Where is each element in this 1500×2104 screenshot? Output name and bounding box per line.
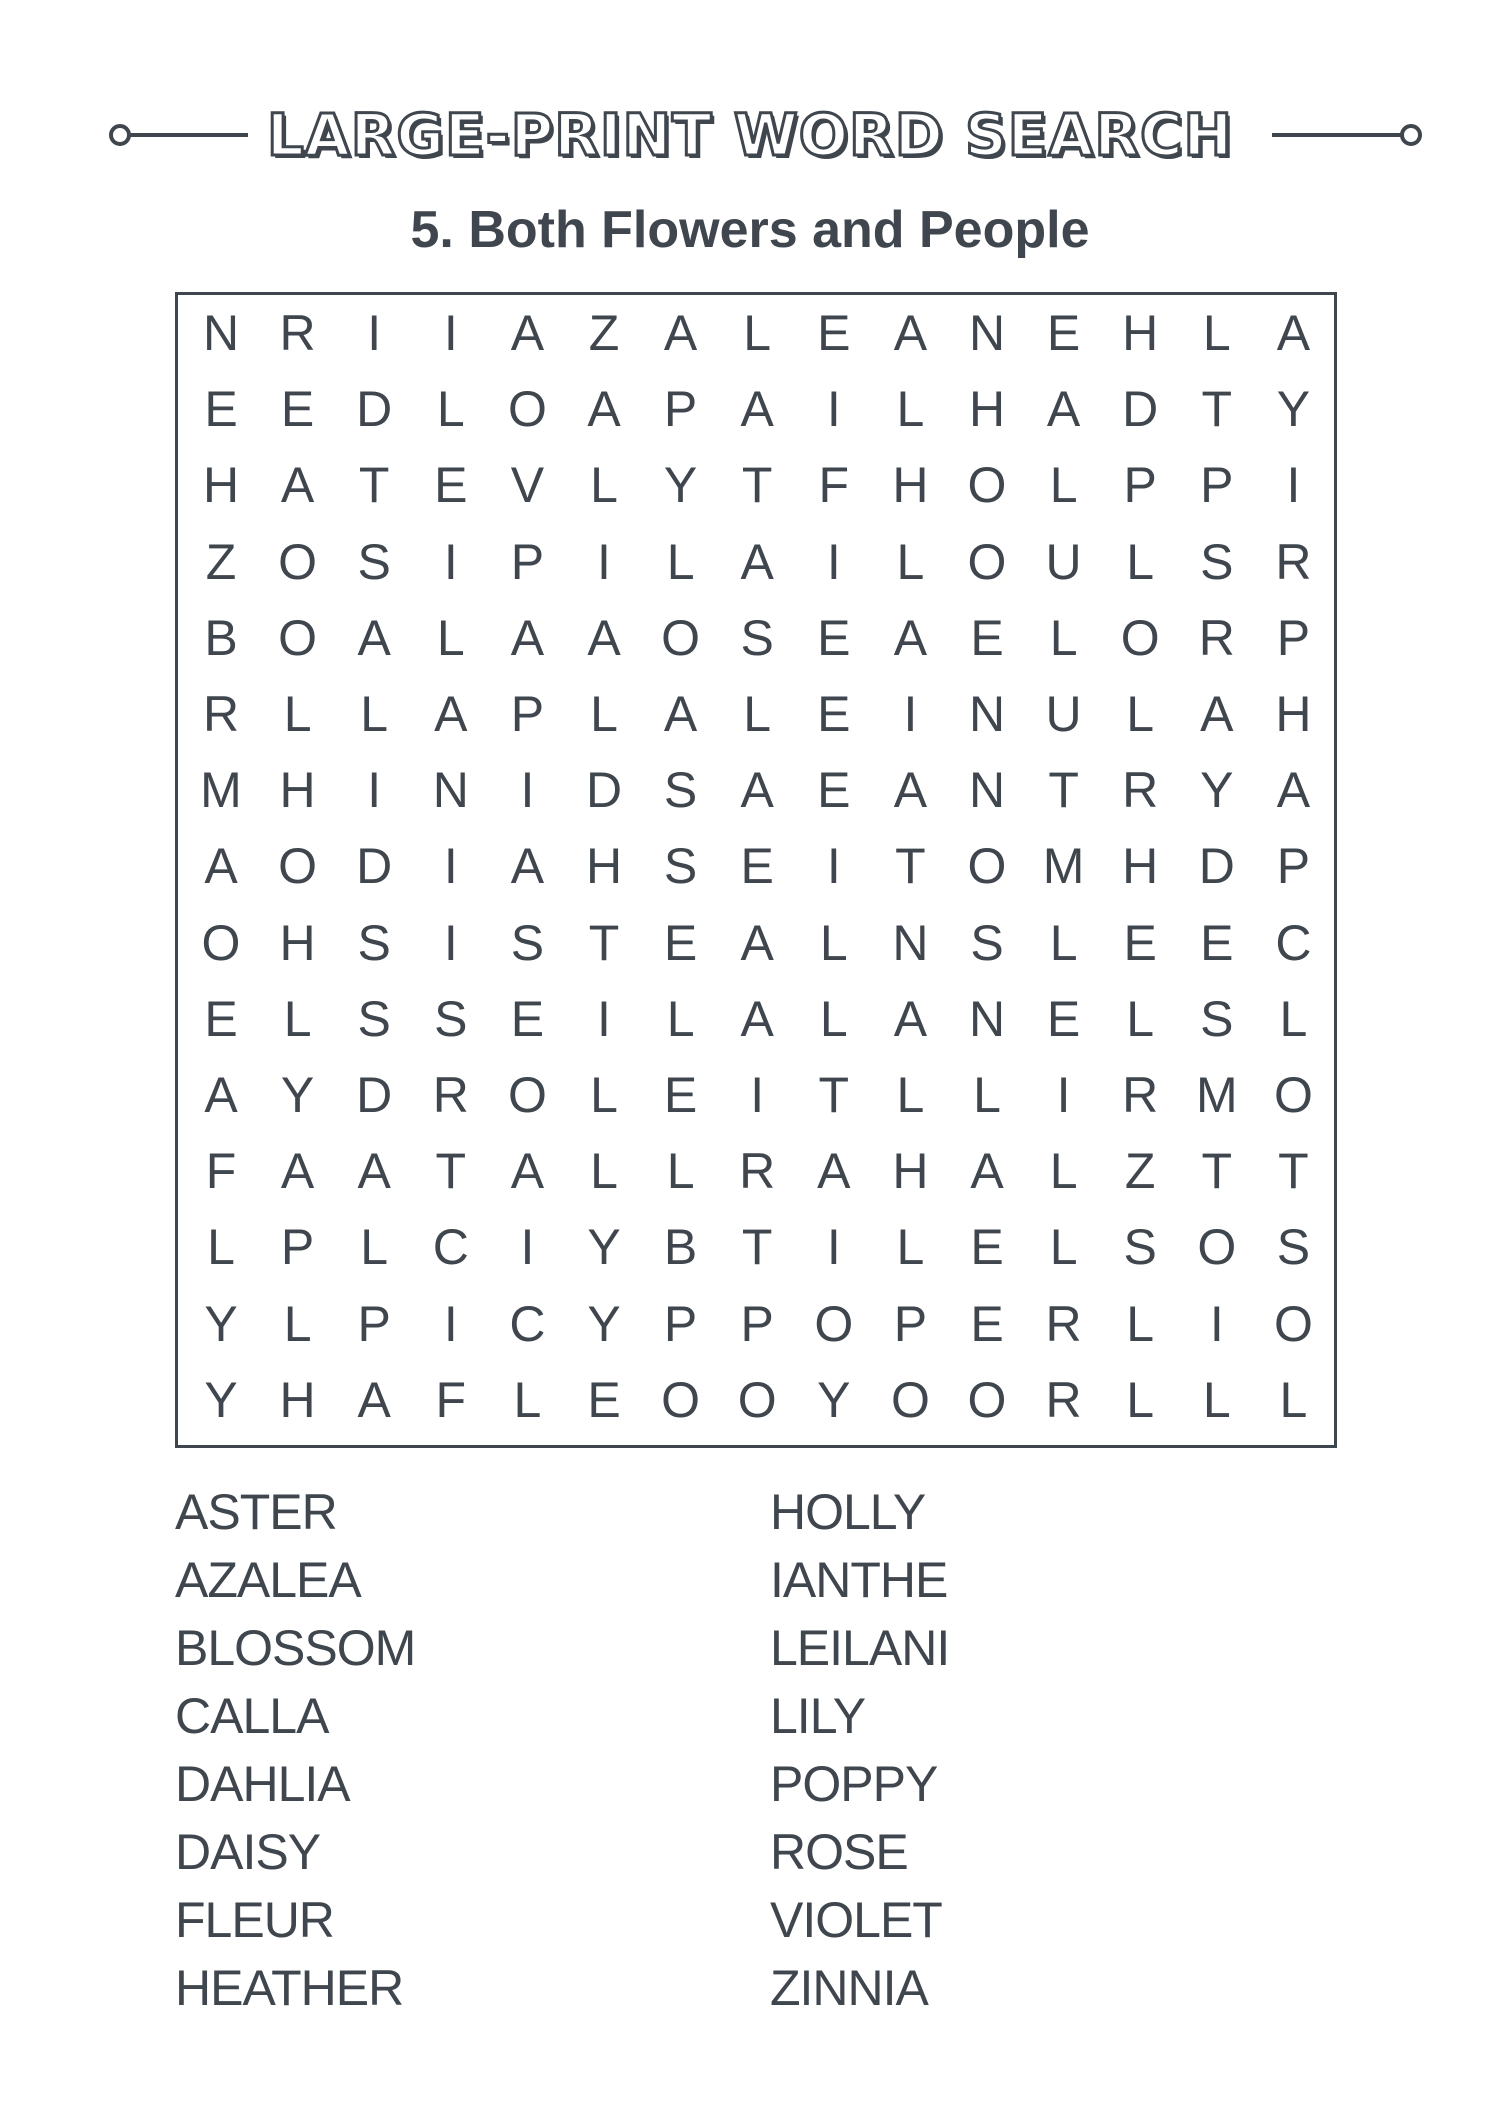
grid-letter: E	[434, 457, 468, 514]
grid-letter: M	[1195, 1067, 1238, 1123]
grid-letter: S	[357, 533, 391, 590]
grid-letter: A	[893, 609, 928, 666]
grid-letter: R	[1122, 1067, 1159, 1123]
word-list-item: DAHLIA	[175, 1756, 350, 1812]
grid-letter: T	[741, 457, 773, 514]
grid-row	[178, 828, 1334, 904]
grid-letter: E	[1123, 914, 1157, 971]
grid-letter: T	[818, 1067, 850, 1123]
grid-letter: L	[283, 990, 312, 1047]
grid-letter: D	[1122, 381, 1159, 438]
grid-letter: A	[740, 381, 774, 438]
grid-letter: T	[435, 1143, 467, 1200]
grid-letter: T	[588, 914, 620, 971]
grid-letter: I	[520, 1219, 535, 1276]
grid-letter: D	[585, 762, 623, 819]
grid-row	[178, 1057, 1334, 1133]
grid-letter: Y	[1200, 762, 1234, 819]
grid-letter: L	[283, 686, 312, 742]
grid-letter: P	[510, 686, 545, 742]
grid-letter: E	[663, 1067, 698, 1123]
grid-letter: O	[507, 1067, 547, 1123]
word-list-item: VIOLET	[770, 1892, 942, 1948]
grid-letter: L	[1049, 1143, 1078, 1200]
grid-letter: E	[280, 381, 315, 438]
grid-letter: P	[663, 1295, 698, 1352]
grid-letter: L	[743, 305, 772, 361]
grid-letter: I	[826, 533, 841, 590]
grid-letter: L	[1049, 914, 1078, 971]
grid-letter: F	[435, 1371, 467, 1428]
grid-letter: E	[663, 914, 698, 971]
word-list-item: POPPY	[770, 1756, 938, 1812]
word-list-item: FLEUR	[175, 1892, 334, 1948]
word-list-item: IANTHE	[770, 1552, 948, 1608]
grid-letter: L	[590, 457, 618, 514]
grid-letter: I	[750, 1067, 765, 1123]
grid-letter: O	[1273, 1295, 1313, 1352]
grid-letter: Z	[205, 533, 237, 590]
grid-letter: A	[357, 1143, 391, 1200]
grid-letter: H	[892, 457, 929, 514]
grid-letter: T	[741, 1219, 773, 1276]
grid-letter: O	[278, 609, 318, 666]
grid-letter: A	[204, 1067, 238, 1123]
grid-letter: Y	[204, 1295, 238, 1352]
word-list-item: CALLA	[175, 1688, 329, 1744]
word-list-item: ROSE	[770, 1824, 908, 1880]
grid-letter: P	[1276, 609, 1311, 666]
grid-letter: O	[967, 533, 1007, 590]
grid-letter: F	[818, 457, 850, 514]
grid-letter: I	[443, 838, 458, 895]
grid-letter: C	[432, 1219, 469, 1276]
grid-letter: L	[1279, 1371, 1308, 1428]
grid-letter: L	[360, 686, 389, 742]
grid-letter: A	[510, 1143, 545, 1200]
grid-letter: L	[1126, 686, 1155, 742]
grid-letter: Y	[280, 1067, 315, 1123]
grid-letter: A	[1276, 305, 1311, 361]
grid-letter: R	[739, 1143, 776, 1200]
puzzle-title: 5. Both Flowers and People	[410, 201, 1090, 259]
word-list-item: HEATHER	[175, 1960, 404, 2016]
grid-letter: N	[432, 762, 469, 819]
grid-letter: A	[663, 686, 698, 742]
grid-letter: O	[814, 1295, 854, 1352]
grid-letter: V	[510, 457, 545, 514]
grid-letter: E	[970, 609, 1004, 666]
grid-letter: P	[893, 1295, 928, 1352]
grid-letter: T	[358, 457, 390, 514]
grid-letter: S	[1123, 1219, 1157, 1276]
grid-letter: L	[819, 914, 848, 971]
grid-letter: A	[663, 305, 698, 361]
grid-letter: I	[826, 1219, 841, 1276]
word-list-column-1	[175, 1478, 415, 2022]
grid-letter: N	[968, 762, 1006, 819]
grid-letter: A	[740, 533, 774, 590]
page-banner-title: LARGE-PRINT WORD SEARCH	[266, 101, 1234, 169]
word-list-item: DAISY	[175, 1824, 321, 1880]
grid-letter: A	[740, 914, 774, 971]
grid-letter: A	[434, 686, 468, 742]
grid-letter: N	[202, 305, 240, 361]
grid-letter: S	[663, 762, 698, 819]
grid-letter: L	[1049, 457, 1078, 514]
grid-letter: R	[1275, 533, 1312, 590]
grid-letter: R	[432, 1067, 469, 1123]
grid-letter: I	[367, 305, 382, 361]
grid-row	[178, 752, 1334, 828]
grid-letter: A	[893, 990, 928, 1047]
grid-letter: C	[1275, 914, 1312, 971]
grid-row	[178, 447, 1334, 523]
grid-letter: E	[587, 1371, 621, 1428]
grid-letter: A	[357, 609, 391, 666]
grid-letter: L	[666, 1143, 695, 1200]
grid-letter: S	[663, 838, 698, 895]
grid-letter: O	[201, 914, 241, 971]
grid-letter: P	[663, 381, 698, 438]
grid-letter: A	[510, 305, 545, 361]
grid-letter: R	[1045, 1295, 1082, 1352]
grid-letter: A	[510, 609, 545, 666]
grid-letter: Z	[588, 305, 620, 361]
grid-letter: L	[1126, 533, 1155, 590]
grid-letter: S	[1200, 990, 1234, 1047]
grid-row	[178, 981, 1334, 1057]
grid-letter: P	[357, 1295, 391, 1352]
grid-letter: R	[1198, 609, 1235, 666]
grid-letter: S	[357, 914, 391, 971]
grid-row	[178, 1209, 1334, 1285]
grid-letter: P	[1276, 838, 1311, 895]
grid-letter: Y	[1276, 381, 1311, 438]
grid-letter: L	[819, 990, 848, 1047]
grid-letter: H	[1275, 686, 1312, 742]
grid-letter: L	[1202, 1371, 1231, 1428]
grid-letter: O	[661, 609, 701, 666]
grid-letter: I	[597, 533, 611, 590]
grid-letter: L	[360, 1219, 389, 1276]
grid-letter: B	[663, 1219, 698, 1276]
grid-letter: A	[740, 762, 774, 819]
word-list-item: LEILANI	[770, 1620, 950, 1676]
grid-letter: E	[204, 990, 238, 1047]
grid-letter: D	[356, 381, 393, 438]
grid-letter: L	[666, 533, 695, 590]
grid-letter: D	[356, 838, 393, 895]
grid-letter: L	[590, 1143, 618, 1200]
grid-letter: O	[1273, 1067, 1313, 1123]
grid-letter: L	[1279, 990, 1308, 1047]
grid-letter: I	[826, 838, 841, 895]
grid-letter: O	[278, 533, 318, 590]
grid-letter: L	[973, 1067, 1001, 1123]
word-search-grid	[175, 292, 1337, 1448]
grid-letter: H	[279, 1371, 316, 1428]
header-banner	[0, 95, 1500, 175]
grid-letter: D	[356, 1067, 393, 1123]
grid-letter: Y	[587, 1219, 621, 1276]
grid-letter: M	[1042, 838, 1085, 895]
grid-letter: O	[967, 838, 1007, 895]
grid-letter: O	[1197, 1219, 1237, 1276]
grid-letter: S	[1276, 1219, 1311, 1276]
grid-letter: L	[207, 1219, 235, 1276]
grid-letter: E	[817, 686, 851, 742]
grid-letter: I	[367, 762, 382, 819]
grid-letter: N	[968, 686, 1006, 742]
grid-letter: A	[280, 457, 315, 514]
grid-letter: S	[357, 990, 391, 1047]
grid-letter: R	[1045, 1371, 1082, 1428]
grid-letter: A	[817, 1143, 851, 1200]
grid-letter: S	[740, 609, 774, 666]
grid-letter: L	[666, 990, 695, 1047]
grid-letter: N	[968, 990, 1006, 1047]
word-list-item: ASTER	[175, 1484, 337, 1540]
grid-letter: O	[737, 1371, 777, 1428]
grid-letter: E	[740, 838, 774, 895]
grid-letter: U	[1045, 686, 1082, 742]
grid-letter: M	[200, 762, 242, 819]
grid-letter: E	[1200, 914, 1234, 971]
grid-letter: H	[585, 838, 623, 895]
grid-letter: O	[967, 1371, 1007, 1428]
grid-letter: L	[896, 381, 925, 438]
grid-letter: T	[1278, 1143, 1309, 1200]
grid-letter: A	[893, 762, 928, 819]
grid-letter: L	[896, 533, 925, 590]
grid-letter: N	[968, 305, 1006, 361]
grid-letter: I	[597, 990, 611, 1047]
grid-letter: O	[967, 457, 1007, 514]
grid-letter: L	[283, 1295, 312, 1352]
grid-letter: L	[896, 1219, 925, 1276]
grid-row	[178, 371, 1334, 447]
grid-letter: P	[740, 1295, 774, 1352]
grid-letter: I	[520, 762, 535, 819]
grid-letter: L	[1049, 609, 1078, 666]
word-list-item: ZINNIA	[770, 1960, 928, 2016]
grid-letter: A	[357, 1371, 391, 1428]
grid-letter: P	[1123, 457, 1157, 514]
grid-letter: L	[1202, 305, 1231, 361]
grid-row	[178, 1133, 1334, 1209]
word-list-item: HOLLY	[770, 1484, 926, 1540]
grid-letter: R	[202, 686, 240, 742]
grid-letter: A	[204, 838, 238, 895]
grid-letter: I	[826, 381, 841, 438]
grid-row	[178, 676, 1334, 752]
grid-letter: L	[1126, 990, 1155, 1047]
grid-letter: T	[1048, 762, 1079, 819]
grid-letter: E	[1046, 305, 1081, 361]
grid-letter: F	[205, 1143, 237, 1200]
grid-letter: O	[1120, 609, 1160, 666]
grid-letter: A	[1276, 762, 1311, 819]
grid-letter: I	[443, 1295, 458, 1352]
grid-letter: S	[970, 914, 1004, 971]
grid-letter: E	[970, 1295, 1004, 1352]
word-list-item: AZALEA	[175, 1552, 361, 1608]
grid-letter: S	[510, 914, 545, 971]
grid-letter: A	[1200, 686, 1234, 742]
grid-letter: B	[204, 609, 238, 666]
grid-letter: I	[1286, 457, 1301, 514]
grid-letter: H	[279, 914, 316, 971]
grid-letter: L	[896, 1067, 925, 1123]
grid-letter: H	[279, 762, 316, 819]
grid-letter: Y	[204, 1371, 238, 1428]
grid-letter: O	[890, 1371, 930, 1428]
grid-letter: R	[279, 305, 316, 361]
grid-letter: Y	[587, 1295, 621, 1352]
grid-letter: L	[590, 1067, 618, 1123]
grid-letter: H	[1122, 305, 1159, 361]
grid-row	[178, 1286, 1334, 1362]
grid-letter: I	[443, 533, 458, 590]
word-list-item: LILY	[770, 1688, 866, 1744]
grid-letter: A	[280, 1143, 315, 1200]
grid-letter: E	[510, 990, 545, 1047]
grid-letter: O	[507, 381, 547, 438]
grid-letter: A	[970, 1143, 1004, 1200]
grid-letter: N	[892, 914, 929, 971]
grid-row	[178, 295, 1334, 371]
grid-letter: E	[817, 305, 851, 361]
grid-letter: S	[434, 990, 468, 1047]
grid-letter: H	[202, 457, 240, 514]
grid-letter: I	[903, 686, 918, 742]
grid-letter: L	[436, 381, 465, 438]
grid-letter: E	[817, 762, 851, 819]
grid-row	[178, 1362, 1334, 1438]
grid-letter: R	[1122, 762, 1159, 819]
grid-letter: O	[661, 1371, 701, 1428]
grid-letter: L	[590, 686, 618, 742]
grid-letter: H	[892, 1143, 929, 1200]
grid-letter: L	[743, 686, 772, 742]
grid-letter: A	[740, 990, 774, 1047]
grid-letter: H	[1122, 838, 1159, 895]
grid-row	[178, 905, 1334, 981]
grid-letter: A	[1046, 381, 1081, 438]
grid-letter: C	[509, 1295, 546, 1352]
grid-letter: L	[513, 1371, 542, 1428]
grid-letter: H	[968, 381, 1006, 438]
grid-letter: A	[893, 305, 928, 361]
grid-letter: U	[1045, 533, 1082, 590]
grid-letter: L	[1049, 1219, 1078, 1276]
grid-letter: Z	[1124, 1143, 1156, 1200]
grid-letter: E	[204, 381, 238, 438]
grid-letter: T	[895, 838, 926, 895]
grid-letter: L	[1126, 1371, 1155, 1428]
grid-letter: E	[1046, 990, 1081, 1047]
word-list-column-2	[770, 1478, 949, 2022]
grid-row	[178, 600, 1334, 676]
word-list-item: BLOSSOM	[175, 1620, 416, 1676]
right-ornament-line	[1268, 95, 1428, 175]
grid-letter: L	[1126, 1295, 1155, 1352]
grid-letter: L	[436, 609, 465, 666]
grid-letter: T	[1201, 1143, 1233, 1200]
grid-letter: A	[510, 838, 545, 895]
grid-letter: O	[278, 838, 318, 895]
grid-letter: A	[587, 381, 621, 438]
grid-letter: Y	[663, 457, 698, 514]
grid-letter: E	[970, 1219, 1004, 1276]
grid-letter: T	[1201, 381, 1233, 438]
grid-letter: Y	[817, 1371, 851, 1428]
grid-letter: I	[1209, 1295, 1224, 1352]
grid-letter: I	[443, 305, 458, 361]
grid-letter: I	[1056, 1067, 1071, 1123]
grid-letter: A	[587, 609, 621, 666]
grid-letter: P	[280, 1219, 315, 1276]
grid-row	[178, 524, 1334, 600]
grid-letter: S	[1200, 533, 1234, 590]
grid-letter: P	[510, 533, 545, 590]
grid-letter: I	[443, 914, 458, 971]
grid-letter: D	[1198, 838, 1235, 895]
grid-letter: E	[817, 609, 851, 666]
grid-letter: P	[1200, 457, 1234, 514]
